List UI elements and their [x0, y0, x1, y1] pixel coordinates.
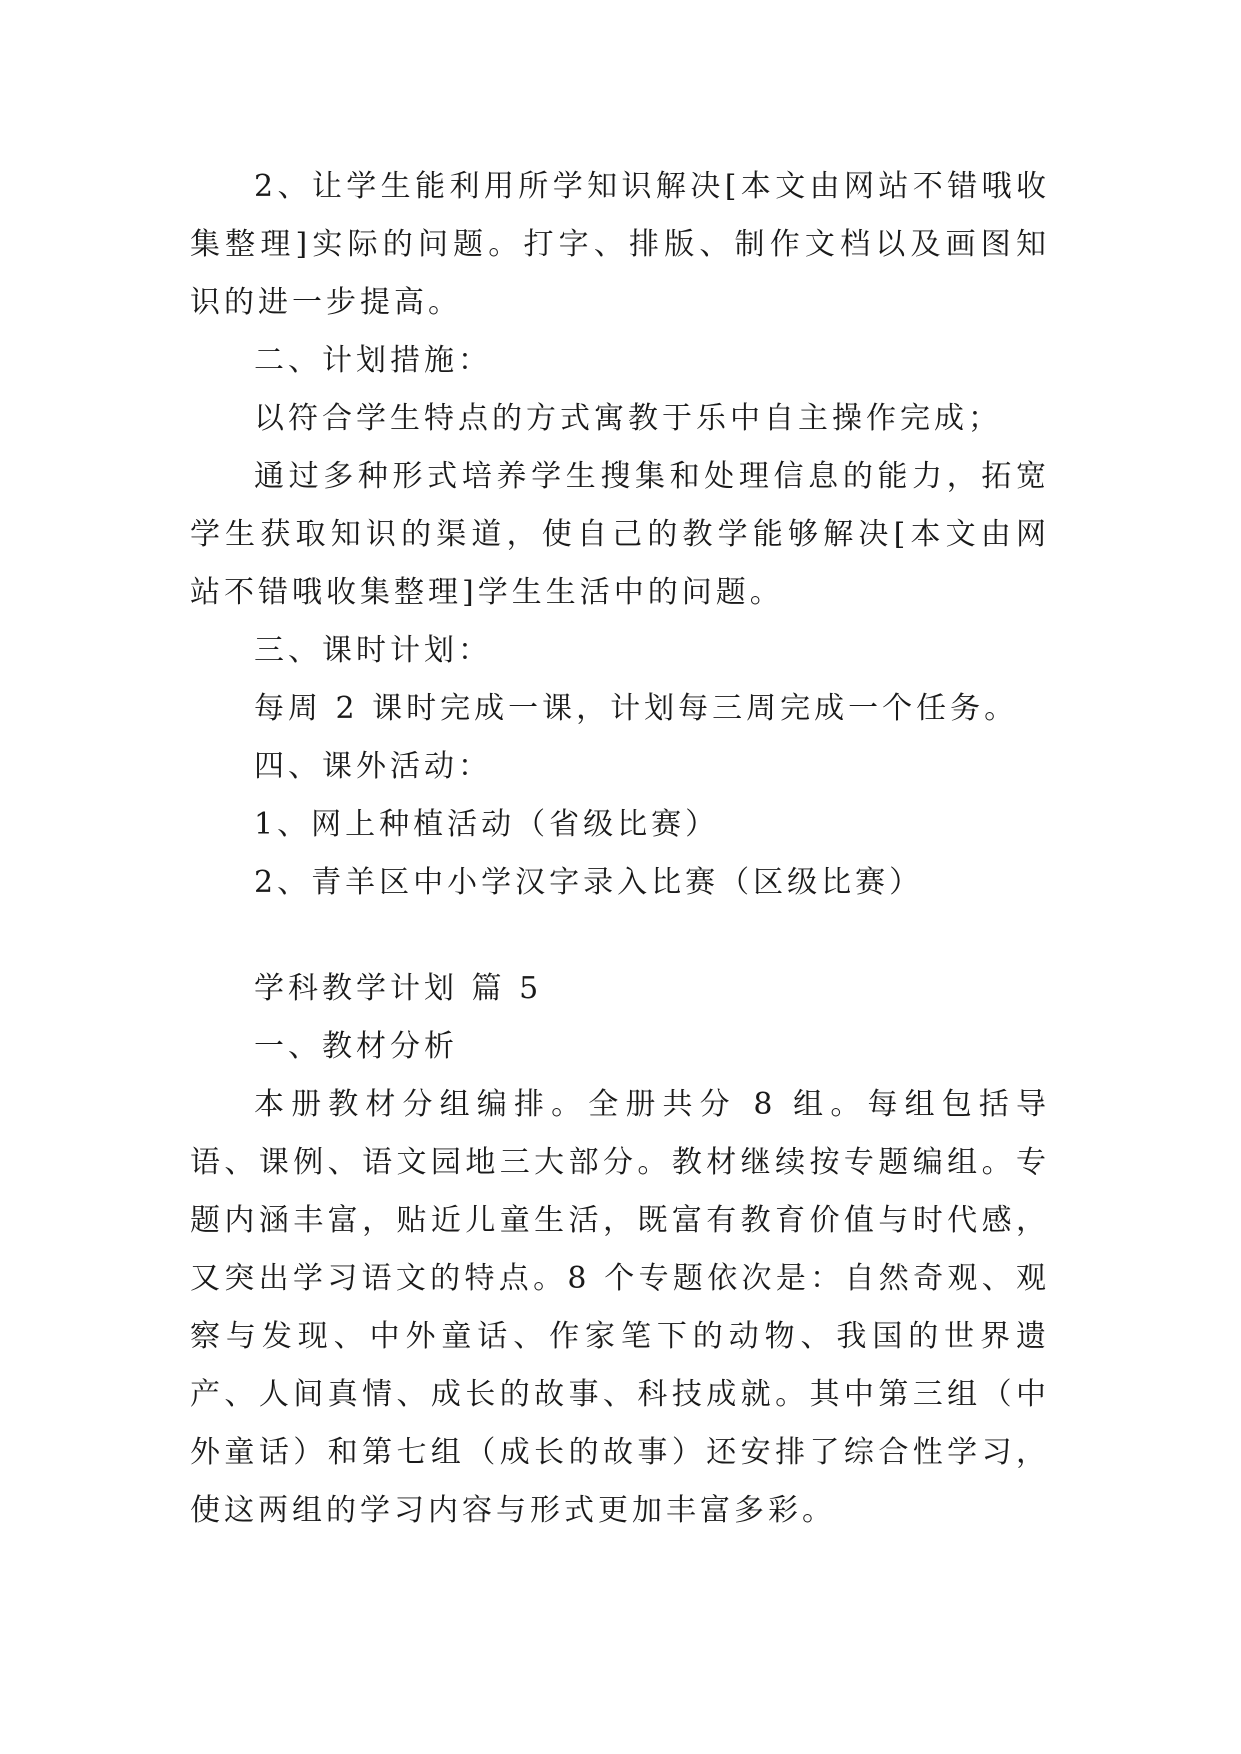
heading-textbook-analysis: 一、教材分析	[254, 1029, 458, 1064]
section-title: 学科教学计划 篇 5	[254, 971, 543, 1006]
paragraph-objective-2: 2、让学生能利用所学知识解决[本文由网站不错哦收集整理]实际的问题。打字、排版、制作文档以及画图知识的进一步提高。	[190, 169, 1050, 320]
paragraph-measure-2: 通过多种形式培养学生搜集和处理信息的能力，拓宽学生获取知识的渠道，使自己的教学能够解决[本文由网站不错哦收集整理]学生生活中的问题。	[190, 459, 1050, 610]
paragraph-textbook-analysis: 本册教材分组编排。全册共分 8 组。每组包括导语、课例、语文园地三大部分。教材继续按专题编组。专题内涵丰富，贴近儿童生活，既富有教育价值与时代感，又突出学习语文的特点。8 个专题依次是：自然奇观、观察与发现、中外童话、作家笔下的动物、我国的世界遗产、人间真情、成长的故事、科技成就。其中第三组（中外童话）和第七组（成长的故事）还安排了综合性学习，使这两组的学习内容与形式更加丰富多彩。	[190, 1087, 1050, 1528]
section-spacer	[190, 912, 1050, 960]
heading-class-hours: 三、课时计划：	[254, 633, 492, 668]
list-item-activity-2: 2、青羊区中小学汉字录入比赛（区级比赛）	[254, 865, 924, 900]
paragraph-class-hours: 每周 2 课时完成一课，计划每三周完成一个任务。	[254, 691, 1019, 726]
heading-extracurricular: 四、课外活动：	[254, 749, 492, 784]
list-item-activity-1: 1、网上种植活动（省级比赛）	[254, 807, 720, 842]
heading-plan-measures: 二、计划措施：	[254, 343, 492, 378]
paragraph-measure-1: 以符合学生特点的方式寓教于乐中自主操作完成；	[254, 401, 1002, 436]
document-body	[190, 158, 1050, 1540]
